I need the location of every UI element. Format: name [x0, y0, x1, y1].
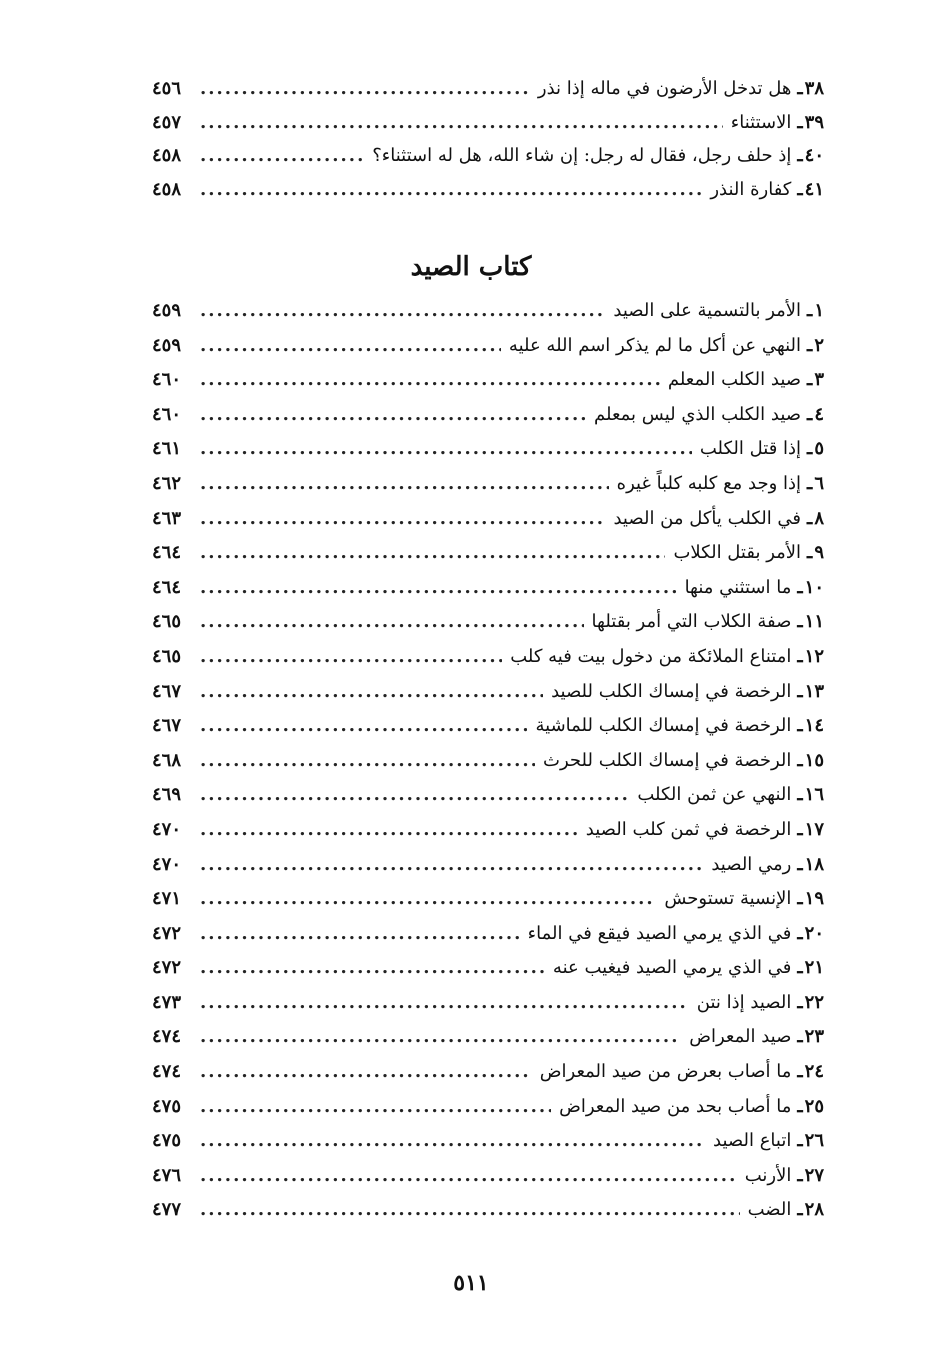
entry-number: ٤٠	[804, 145, 824, 166]
dot-leader	[200, 106, 723, 140]
entry-number: ١٩	[804, 888, 824, 910]
entry-page-number: ٤٦٨	[152, 749, 182, 771]
entry-title: في الذي يرمي الصيد فيقع في الماء	[527, 922, 792, 944]
entry-number: ٢٨	[804, 1199, 824, 1221]
entry-page-number: ٤٧٣	[152, 991, 182, 1013]
toc-entry: ١٩ ـ الإنسية تستوحش ..... ٤٧١	[152, 882, 824, 917]
toc-entry: ١٥ ـ الرخصة في إمساك الكلب للحرث ..... ٤٦٨	[152, 744, 824, 779]
entry-number: ١٢	[804, 645, 824, 667]
toc-entry: ١٧ ـ الرخصة في ثمن كلب الصيد ..... ٤٧٠	[152, 813, 824, 848]
entry-title: صيد المعراض	[689, 1026, 792, 1048]
toc-entry: ٢٣ ـ صيد المعراض ..... ٤٧٤	[152, 1020, 824, 1055]
toc-entry: ٤١ ـ كفارة النذر ..... ٤٥٨	[152, 173, 824, 207]
dot-leader	[200, 72, 530, 106]
entry-title: الرخصة في إمساك الكلب للحرث	[543, 749, 792, 771]
section-title: كتاب الصيد	[410, 252, 532, 282]
entry-title: كفارة النذر	[710, 178, 792, 200]
toc-entry: ٢٧ ـ الأرنب ..... ٤٧٦	[152, 1159, 824, 1194]
entry-page-number: ٤٧٧	[152, 1199, 182, 1221]
entry-page-number: ٤٦٠	[152, 403, 182, 425]
toc-entry: ٨ ـ في الكلب يأكل من الصيد ..... ٤٦٣	[152, 502, 824, 537]
entry-title: الأرنب	[744, 1164, 792, 1186]
toc-entry: ٦ ـ إذا وجد مع كلبه كلباً غيره ..... ٤٦٢	[152, 467, 824, 502]
entry-title: الإنسية تستوحش	[664, 888, 792, 910]
entry-number: ٣	[814, 369, 824, 391]
entry-number: ٢	[814, 334, 824, 356]
dot-leader	[200, 467, 609, 502]
entry-page-number: ٤٦٠	[152, 369, 182, 391]
toc-entry: ١٢ ـ امتناع الملائكة من دخول بيت فيه كلب ..... ٤٦٥	[152, 640, 824, 675]
entry-title: صفة الكلاب التي أمر بقتلها	[591, 611, 792, 633]
entry-page-number: ٤٦٩	[152, 784, 182, 806]
dot-leader	[200, 363, 660, 398]
toc-entry: ٢ ـ النهي عن أكل ما لم يذكر اسم الله عليه ..... ٤٥٩	[152, 329, 824, 364]
entry-page-number: ٤٦٧	[152, 715, 182, 737]
entry-number: ٦	[814, 472, 824, 494]
dot-leader	[200, 398, 586, 433]
dot-leader	[200, 536, 665, 571]
toc-entry: ٢٨ ـ الضب ..... ٤٧٧	[152, 1193, 824, 1228]
dot-leader	[200, 951, 545, 986]
entry-number: ١٤	[804, 715, 824, 737]
entry-number: ٨	[814, 507, 824, 529]
dot-leader	[200, 640, 502, 675]
entry-number: ٢٧	[804, 1164, 824, 1186]
entry-page-number: ٤٥٩	[152, 300, 182, 321]
entry-number: ١٠	[804, 576, 824, 598]
toc-entry: ١٣ ـ الرخصة في إمساك الكلب للصيد ..... ٤٦٧	[152, 675, 824, 710]
toc-hunting-chapter-list	[152, 294, 824, 1228]
dot-leader	[200, 1124, 705, 1159]
entry-number: ٢٠	[804, 922, 824, 944]
dot-leader	[200, 1020, 681, 1055]
entry-page-number: ٤٧٠	[152, 818, 182, 840]
entry-title: في الذي يرمي الصيد فيغيب عنه	[552, 957, 792, 979]
entry-number: ١٣	[804, 680, 824, 702]
entry-title: إذا وجد مع كلبه كلباً غيره	[616, 472, 802, 494]
entry-page-number: ٤٦١	[152, 438, 182, 460]
entry-number: ٢٥	[804, 1095, 824, 1117]
dot-leader	[200, 139, 364, 173]
entry-page-number: ٤٥٩	[152, 334, 182, 356]
entry-number: ٤	[814, 403, 824, 425]
entry-page-number: ٤٦٥	[152, 611, 182, 633]
entry-title: ما أصاب بعرض من صيد المعراض	[539, 1061, 792, 1083]
toc-entry: ٣ ـ صيد الكلب المعلم ..... ٤٦٠	[152, 363, 824, 398]
entry-page-number: ٤٦٣	[152, 507, 182, 529]
entry-title: الصيد إذا نتن	[696, 991, 792, 1013]
entry-title: إذ حلف رجل، فقال له رجل: إن شاء الله، هل له استثناء؟	[372, 145, 792, 166]
toc-entry: ١٤ ـ الرخصة في إمساك الكلب للماشية ..... ٤٦٧	[152, 709, 824, 744]
dot-leader	[200, 173, 702, 207]
toc-entry: ١١ ـ صفة الكلاب التي أمر بقتلها ..... ٤٦٥	[152, 605, 824, 640]
entry-page-number: ٤٧٤	[152, 1061, 182, 1083]
entry-number: ٢٢	[804, 991, 824, 1013]
entry-number: ٢٦	[804, 1130, 824, 1152]
toc-entry: ٣٨ ـ هل تدخل الأرضون في ماله إذا نذر ..... ٤٥٦	[152, 72, 824, 106]
entry-title: الرخصة في ثمن كلب الصيد	[585, 818, 792, 840]
entry-number: ٩	[814, 542, 824, 564]
toc-entry: ١٨ ـ رمي الصيد ..... ٤٧٠	[152, 848, 824, 883]
toc-entry: ٤٠ ـ إذ حلف رجل، فقال له رجل: إن شاء الله، هل له استثناء؟ ..... ٤٥٨	[152, 139, 824, 173]
dot-leader	[200, 709, 527, 744]
toc-entry: ٢٤ ـ ما أصاب بعرض من صيد المعراض ..... ٤٧٤	[152, 1055, 824, 1090]
entry-page-number: ٤٧٢	[152, 957, 182, 979]
entry-number: ٢١	[804, 957, 824, 979]
toc-entry: ٩ ـ الأمر بقتل الكلاب ..... ٤٦٤	[152, 536, 824, 571]
entry-title: الاستثناء	[730, 111, 792, 133]
dot-leader	[200, 744, 535, 779]
entry-title: امتناع الملائكة من دخول بيت فيه كلب	[510, 645, 792, 667]
toc-entry: ٢٥ ـ ما أصاب بحد من صيد المعراض ..... ٤٧٥	[152, 1090, 824, 1125]
entry-title: رمي الصيد	[711, 853, 792, 875]
entry-number: ١٨	[804, 853, 824, 875]
entry-title: الرخصة في إمساك الكلب للماشية	[535, 715, 792, 737]
entry-title: الضب	[747, 1199, 792, 1221]
dot-leader	[200, 294, 605, 329]
entry-title: إذا قتل الكلب	[699, 438, 802, 460]
entry-title: النهي عن ثمن الكلب	[637, 784, 792, 806]
dot-leader	[200, 502, 605, 537]
toc-entry: ٥ ـ إذا قتل الكلب ..... ٤٦١	[152, 432, 824, 467]
toc-entry: ١ ـ الأمر بالتسمية على الصيد ..... ٤٥٩	[152, 294, 824, 329]
entry-title: الأمر بقتل الكلاب	[673, 542, 802, 564]
entry-title: ما استثني منها	[684, 576, 792, 598]
dot-leader	[200, 1159, 737, 1194]
entry-title: صيد الكلب الذي ليس بمعلم	[594, 403, 802, 425]
entry-title: هل تدخل الأرضون في ماله إذا نذر	[537, 78, 792, 99]
entry-number: ١٥	[804, 749, 824, 771]
entry-number: ٢٤	[804, 1061, 824, 1083]
dot-leader	[200, 1090, 551, 1125]
entry-page-number: ٤٥٦	[152, 78, 182, 99]
entry-title: ما أصاب بحد من صيد المعراض	[559, 1095, 792, 1117]
entry-page-number: ٤٧٥	[152, 1130, 182, 1152]
entry-number: ١٦	[804, 784, 824, 806]
entry-page-number: ٤٥٨	[152, 145, 182, 166]
entry-title: صيد الكلب المعلم	[667, 369, 802, 391]
entry-page-number: ٤٦٤	[152, 576, 182, 598]
entry-page-number: ٤٧٤	[152, 1026, 182, 1048]
dot-leader	[200, 605, 584, 640]
toc-entry: ٢٠ ـ في الذي يرمي الصيد فيقع في الماء ..... ٤٧٢	[152, 917, 824, 952]
dot-leader	[200, 882, 656, 917]
dot-leader	[200, 813, 578, 848]
entry-page-number: ٤٦٢	[152, 472, 182, 494]
entry-number: ٥	[814, 438, 824, 460]
dot-leader	[200, 1193, 740, 1228]
page-number: ٥١١	[453, 1270, 489, 1296]
toc-entry: ٣٩ ـ الاستثناء ..... ٤٥٧	[152, 106, 824, 140]
entry-number: ٣٩	[804, 111, 824, 133]
entry-page-number: ٤٧٠	[152, 853, 182, 875]
toc-previous-chapter-list	[152, 72, 824, 206]
dot-leader	[200, 571, 677, 606]
dot-leader	[200, 432, 692, 467]
entry-number: ١١	[804, 611, 824, 633]
toc-entry: ١٦ ـ النهي عن ثمن الكلب ..... ٤٦٩	[152, 778, 824, 813]
entry-number: ٤١	[804, 178, 824, 200]
toc-entry: ٤ ـ صيد الكلب الذي ليس بمعلم ..... ٤٦٠	[152, 398, 824, 433]
entry-page-number: ٤٧١	[152, 888, 182, 910]
entry-page-number: ٤٦٧	[152, 680, 182, 702]
toc-entry: ٢٦ ـ اتباع الصيد ..... ٤٧٥	[152, 1124, 824, 1159]
toc-entry: ٢١ ـ في الذي يرمي الصيد فيغيب عنه ..... ٤٧٢	[152, 951, 824, 986]
entry-title: الأمر بالتسمية على الصيد	[613, 300, 802, 321]
entry-page-number: ٤٦٤	[152, 542, 182, 564]
dot-leader	[200, 1055, 532, 1090]
entry-page-number: ٤٥٧	[152, 111, 182, 133]
dot-leader	[200, 329, 501, 364]
toc-entry: ١٠ ـ ما استثني منها ..... ٤٦٤	[152, 571, 824, 606]
entry-page-number: ٤٧٥	[152, 1095, 182, 1117]
entry-number: ٢٣	[804, 1026, 824, 1048]
dot-leader	[200, 986, 689, 1021]
entry-number: ١٧	[804, 818, 824, 840]
entry-title: في الكلب يأكل من الصيد	[613, 507, 802, 529]
toc-entry: ٢٢ ـ الصيد إذا نتن ..... ٤٧٣	[152, 986, 824, 1021]
dot-leader	[200, 778, 629, 813]
entry-number: ١	[814, 300, 824, 321]
dot-leader	[200, 848, 703, 883]
dot-leader	[200, 675, 543, 710]
entry-title: الرخصة في إمساك الكلب للصيد	[551, 680, 792, 702]
entry-page-number: ٤٦٥	[152, 645, 182, 667]
entry-number: ٣٨	[804, 78, 824, 99]
entry-page-number: ٤٧٢	[152, 922, 182, 944]
entry-page-number: ٤٧٦	[152, 1164, 182, 1186]
entry-page-number: ٤٥٨	[152, 178, 182, 200]
entry-title: النهي عن أكل ما لم يذكر اسم الله عليه	[508, 334, 802, 356]
entry-title: اتباع الصيد	[713, 1130, 792, 1152]
dot-leader	[200, 917, 520, 952]
